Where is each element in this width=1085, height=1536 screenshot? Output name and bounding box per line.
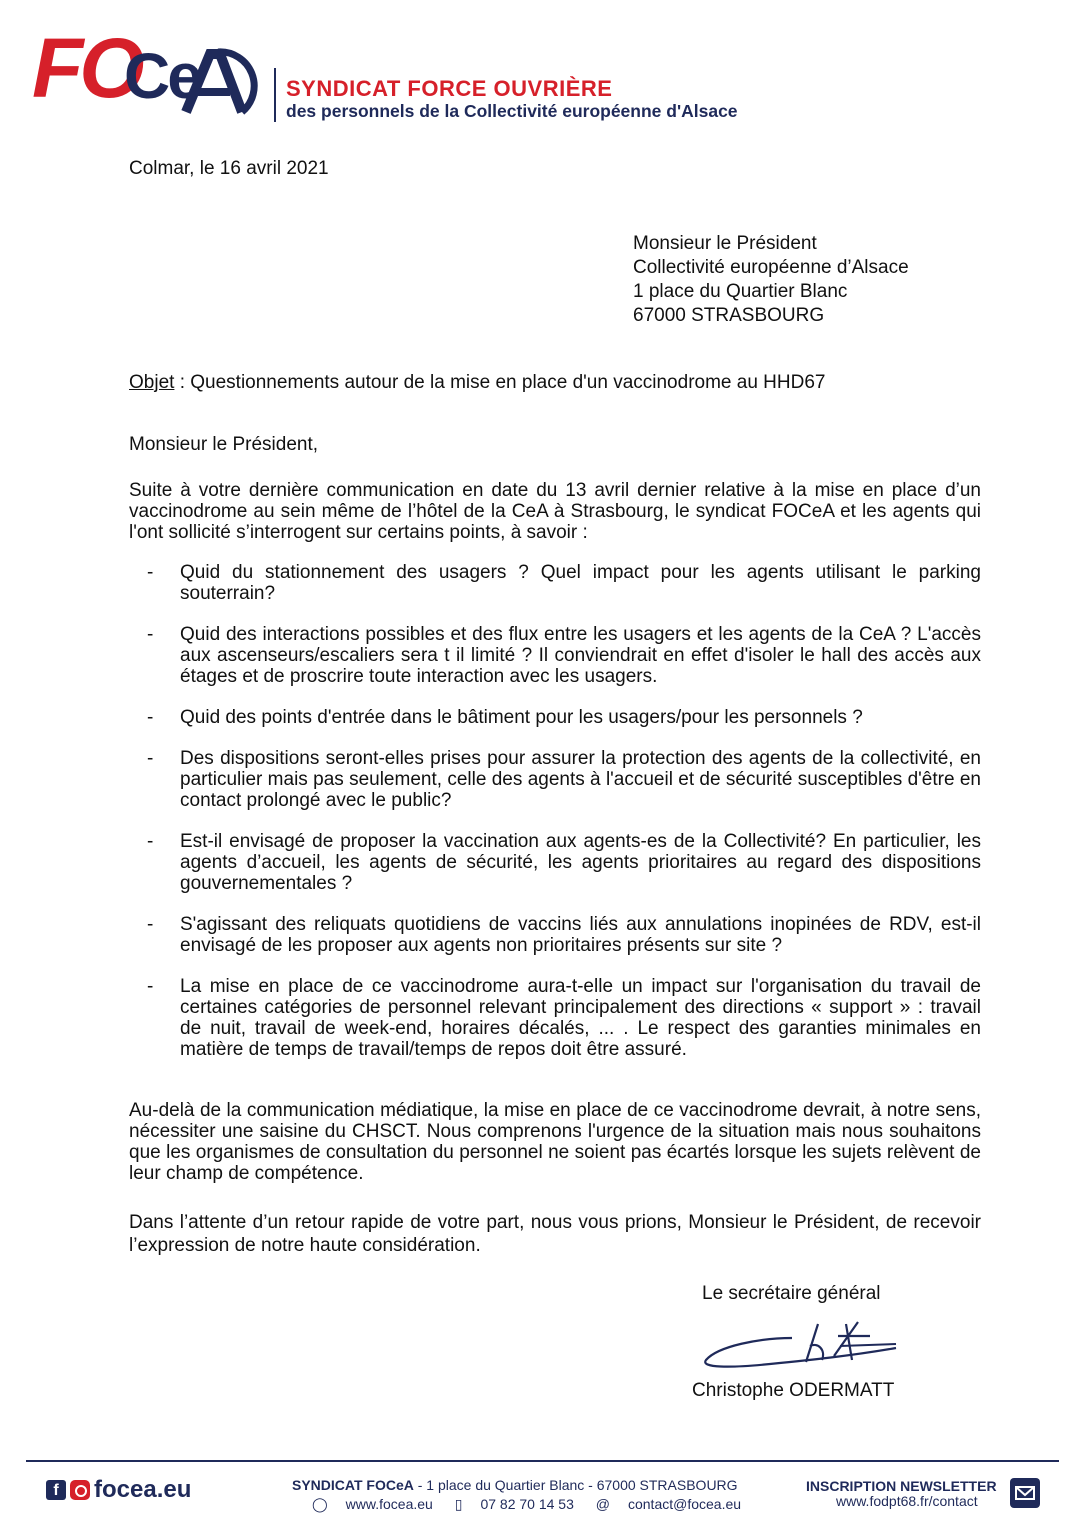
bullet-marker: - [147,914,154,935]
question-list [147,562,981,1080]
signature-role: Le secrétaire général [702,1283,881,1304]
list-item [147,707,981,728]
phone-icon: ▯ [454,1496,463,1512]
bullet-marker: - [147,831,154,852]
list-item-text: Quid du stationnement des usagers ? Quel impact pour les agents utilisant le parking souterrain? [180,562,981,604]
bullet-marker: - [147,562,154,583]
header-subtitle: des personnels de la Collectivité européenne d'Alsace [286,101,738,121]
globe-icon: ◯ [312,1496,328,1512]
subject-label: Objet [129,372,175,393]
at-icon: @ [595,1496,610,1512]
bullet-marker: - [147,624,154,645]
list-item [147,748,981,811]
recipient-line: 67000 STRASBOURG [633,305,825,326]
list-item-text: La mise en place de ce vaccinodrome aura-t-elle un impact sur l'organisation du travail de certaines catégories de personnel relevant principalement des directions « support » : travail de nuit, travail de week-end, horaires décalés, ... . Le respect des garanties minimales en matière de temps de travail/temps de repos doit être assuré. [180,976,981,1060]
closing-paragraph: Dans l’attente d’un retour rapide de votre part, nous vous prions, Monsieur le Président, de recevoir l’expression de notre haute considération. [129,1212,981,1256]
signature-image [700,1316,900,1376]
recipient-address [633,232,909,328]
bullet-marker: - [147,707,154,728]
header-title: SYNDICAT FORCE OUVRIÈRE [286,76,613,101]
footer-contacts [312,1496,759,1513]
list-item [147,914,981,956]
list-item [147,831,981,894]
list-item [147,976,981,1060]
list-item-text: S'agissant des reliquats quotidiens de vaccins liés aux annulations inopinées de RDV, est-il envisagé de les proposer aux agents non prioritaires présents sur site ? [180,914,981,956]
letter-subject [129,372,825,393]
chsct-paragraph: Au-delà de la communication médiatique, la mise en place de ce vaccinodrome devrait, à notre sens, nécessiter une saisine du CHSCT. Nous comprenons l'urgence de la situation mais nous souhaitons que les organismes de consultation du personnel ne soient pas écartés lorsque les sujets relèvent de leur champ de compétence. [129,1100,981,1184]
recipient-line: 1 place du Quartier Blanc [633,281,848,302]
footer-phone: 07 82 70 14 53 [480,1496,574,1512]
letter-date: Colmar, le 16 avril 2021 [129,158,329,179]
instagram-icon[interactable] [70,1480,90,1500]
intro-paragraph: Suite à votre dernière communication en date du 13 avril dernier relative à la mise en place d’un vaccinodrome au sein même de l’hôtel de la CeA à Strasbourg, le syndicat FOCeA et les agents qui l'ont sollicité s’interrogent sur certains points, à savoir : [129,480,981,543]
facebook-icon[interactable]: f [46,1480,66,1500]
list-item [147,562,981,604]
mail-icon[interactable] [1010,1478,1040,1508]
recipient-line: Collectivité européenne d’Alsace [633,257,909,278]
footer-web[interactable]: www.focea.eu [345,1496,433,1512]
footer-org-address: - 1 place du Quartier Blanc - 67000 STRASBOURG [413,1477,738,1493]
logo-fo: FO [32,21,141,115]
newsletter-url[interactable]: www.fodpt68.fr/contact [836,1493,978,1509]
subject-text: : Questionnements autour de la mise en place d'un vaccinodrome au HHD67 [174,372,826,393]
list-item-text: Des dispositions seront-elles prises pour assurer la protection des agents de la collectivité, en particulier mais pas seulement, celle des agents à l'accueil et de sécurité susceptibles d'être en contact prolongé avec le public? [180,748,981,811]
recipient-line: Monsieur le Président [633,233,817,254]
logo-a-icon [180,46,258,118]
footer-email[interactable]: contact@focea.eu [627,1496,742,1512]
newsletter-title: INSCRIPTION NEWSLETTER [806,1478,997,1494]
footer-org [292,1477,738,1493]
signature-name: Christophe ODERMATT [692,1380,895,1401]
bullet-marker: - [147,976,154,997]
header-separator [274,68,276,122]
footer-org-name: SYNDICAT FOCeA [292,1477,414,1493]
list-item-text: Quid des points d'entrée dans le bâtiment pour les usagers/pour les personnels ? [180,707,863,728]
bullet-marker: - [147,748,154,769]
list-item-text: Est-il envisagé de proposer la vaccination aux agents-es de la Collectivité? En particulier, les agents d’accueil, les agents de sécurité, les agents prioritaires au regard des dispositions gouvernementales ? [180,831,981,894]
list-item [147,624,981,687]
footer-site[interactable]: focea.eu [94,1476,192,1503]
salutation: Monsieur le Président, [129,434,319,455]
logo-cea: Ce [124,40,200,112]
list-item-text: Quid des interactions possibles et des flux entre les usagers et les agents de la CeA ? L'accès aux ascenseurs/escaliers sera t il limité ? Il conviendrait en effet d'isoler le hall des accès aux étages et de proscrire toute interaction avec les usagers. [180,624,981,687]
footer-divider [26,1460,1059,1462]
